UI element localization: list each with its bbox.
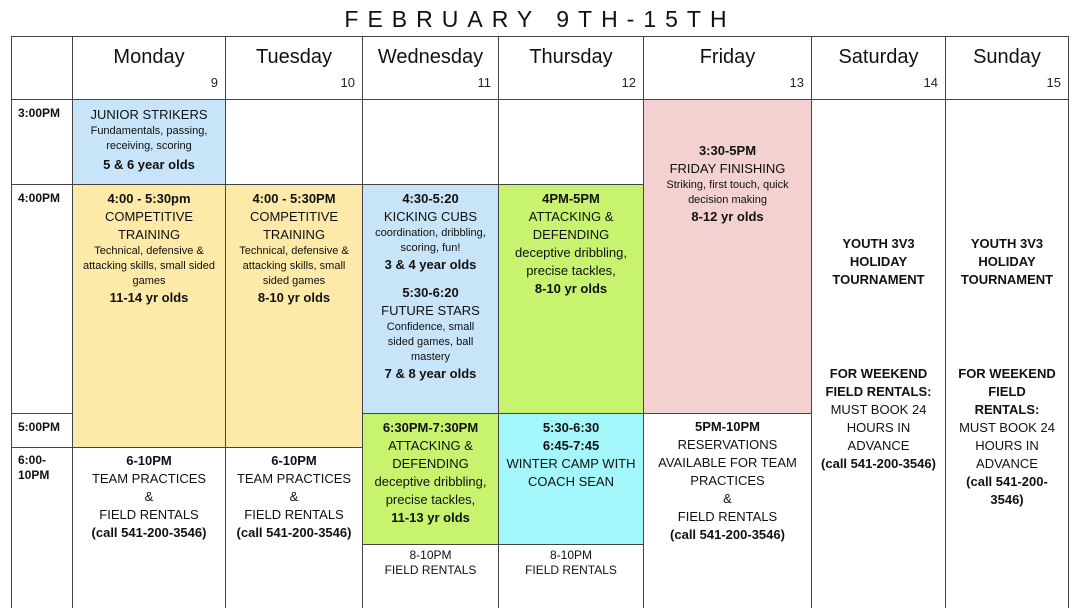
- event-phone: (call 541-200-3546): [670, 527, 785, 542]
- day-header-friday: [644, 37, 811, 99]
- event-title: FRIDAY FINISHING: [669, 161, 786, 176]
- event-ages: 8-10 yr olds: [534, 281, 608, 296]
- event-title: COMPETITIVE TRAINING: [104, 209, 194, 242]
- event-friday-finishing: [644, 100, 811, 413]
- grid-line: [11, 36, 1069, 37]
- event-tue-competitive: [226, 185, 362, 447]
- grid-line: [945, 36, 946, 608]
- grid-line: [11, 413, 73, 414]
- event-ages: 11-13 yr olds: [391, 510, 470, 525]
- grid-line: [1068, 36, 1069, 608]
- day-number: 10: [340, 75, 355, 90]
- event-title: YOUTH 3V3 HOLIDAY TOURNAMENT: [960, 236, 1054, 287]
- event-mon-team-practices: [73, 452, 225, 562]
- event-rent-head: FOR WEEKEND FIELD RENTALS:: [958, 366, 1056, 417]
- event-time: 4:00 - 5:30PM: [252, 191, 336, 206]
- grid-line: [72, 36, 73, 608]
- event-rent-body: MUST BOOK 24 HOURS IN ADVANCE: [830, 402, 927, 453]
- grid-line: [11, 447, 363, 448]
- day-header-monday: [73, 37, 225, 99]
- grid-line: [362, 36, 363, 608]
- grid-line: [11, 36, 12, 608]
- event-title: ATTACKING & DEFENDING: [388, 438, 473, 471]
- event-phone: (call 541-200-3546): [236, 525, 352, 540]
- event-title: KICKING CUBS: [383, 209, 478, 224]
- event-phone: (call 541-200-3546): [91, 525, 207, 540]
- event-title: ATTACKING & DEFENDING: [528, 209, 614, 242]
- event-phone: (call 541-200-3546): [966, 474, 1048, 507]
- event-junior-strikers: [73, 100, 225, 185]
- day-name: Friday: [699, 46, 756, 68]
- event-ages: 3 & 4 year olds: [384, 257, 477, 272]
- day-header-saturday: [812, 37, 945, 99]
- event-desc: Confidence, small sided games, ball mastery: [386, 321, 475, 363]
- event-desc: deceptive dribbling, precise tackles,: [374, 474, 487, 507]
- event-ages: 7 & 8 year olds: [384, 366, 477, 381]
- event-rent-body: MUST BOOK 24 HOURS IN ADVANCE: [959, 420, 1055, 471]
- day-header-tuesday: [226, 37, 362, 99]
- event-line: &: [723, 491, 732, 506]
- event-desc: Technical, defensive & attacking skills, small sided games: [82, 245, 216, 287]
- grid-line: [362, 413, 812, 414]
- event-ages: 11-14 yr olds: [109, 290, 189, 305]
- event-line: FIELD RENTALS: [99, 507, 199, 522]
- event-title: WINTER CAMP WITH COACH SEAN: [506, 456, 636, 489]
- event-rent-head: FOR WEEKEND FIELD RENTALS:: [825, 366, 932, 399]
- day-name: Sunday: [973, 46, 1041, 68]
- event-line: &: [289, 489, 299, 504]
- event-time: 8-10PM: [549, 548, 593, 562]
- grid-line: [811, 36, 812, 608]
- grid-line: [498, 36, 499, 608]
- event-title: FIELD RENTALS: [525, 563, 617, 577]
- event-line: &: [144, 489, 154, 504]
- event-phone: (call 541-200-3546): [821, 456, 936, 471]
- event-time: 5:30-6:30: [542, 420, 600, 435]
- event-time: 5:30-6:20: [402, 285, 459, 300]
- grid-line: [643, 36, 644, 608]
- event-title: FIELD RENTALS: [384, 563, 477, 577]
- day-number: 12: [621, 75, 636, 90]
- event-tue-team-practices: [226, 452, 362, 562]
- event-title: JUNIOR STRIKERS: [90, 107, 208, 122]
- grid-line: [11, 184, 643, 185]
- event-time: 3:30-5PM: [698, 143, 757, 158]
- time-label-6pm: 6:00- 10PM: [18, 453, 50, 482]
- day-name: Wednesday: [377, 46, 484, 68]
- day-number: 15: [1046, 75, 1061, 90]
- event-time: 4:30-5:20: [402, 191, 459, 206]
- event-time: 4PM-5PM: [542, 191, 600, 206]
- event-sat-tournament: [812, 235, 945, 295]
- event-line: TEAM PRACTICES: [91, 471, 207, 486]
- event-time: 6:30PM-7:30PM: [382, 420, 479, 435]
- event-title: COMPETITIVE TRAINING: [249, 209, 339, 242]
- event-thu-attacking: [499, 185, 643, 413]
- event-sat-rentals: [812, 365, 945, 485]
- day-number: 13: [789, 75, 804, 90]
- event-wed-rentals: [363, 548, 498, 598]
- event-ages: 5 & 6 year olds: [103, 157, 195, 172]
- grid-line: [362, 544, 644, 545]
- event-winter-camp: [499, 414, 643, 544]
- event-line: RESERVATIONS AVAILABLE FOR TEAM PRACTICES: [658, 437, 797, 488]
- event-mon-competitive: [73, 185, 225, 447]
- day-number: 9: [210, 75, 218, 90]
- event-desc: coordination, dribbling, scoring, fun!: [375, 227, 486, 254]
- event-line: FIELD RENTALS: [677, 509, 778, 524]
- day-name: Saturday: [838, 46, 919, 68]
- event-time: 6-10PM: [271, 453, 317, 468]
- event-sun-tournament: [946, 235, 1068, 295]
- day-name: Monday: [113, 46, 185, 68]
- event-wed-kids: [363, 185, 498, 413]
- event-title: YOUTH 3V3 HOLIDAY TOURNAMENT: [832, 236, 925, 287]
- event-time: 6-10PM: [126, 453, 172, 468]
- day-number: 11: [477, 75, 491, 90]
- day-header-thursday: [499, 37, 643, 99]
- event-time: 4:00 - 5:30pm: [107, 191, 191, 206]
- event-desc: Technical, defensive & attacking skills, small sided games: [239, 245, 349, 287]
- event-wed-attacking: [363, 414, 498, 544]
- event-desc: deceptive dribbling, precise tackles,: [514, 245, 628, 278]
- event-time: 6:45-7:45: [542, 438, 600, 453]
- time-label-4pm: 4:00PM: [18, 191, 61, 205]
- time-label-3pm: 3:00PM: [18, 106, 61, 120]
- event-ages: 8-10 yr olds: [257, 290, 331, 305]
- event-line: FIELD RENTALS: [244, 507, 344, 522]
- event-sun-rentals: [946, 365, 1068, 525]
- day-header-wednesday: [363, 37, 498, 99]
- day-number: 14: [923, 75, 938, 90]
- event-line: TEAM PRACTICES: [236, 471, 352, 486]
- event-ages: 8-12 yr olds: [691, 209, 764, 224]
- event-time: 8-10PM: [409, 548, 452, 562]
- day-name: Thursday: [529, 46, 613, 68]
- event-title: FUTURE STARS: [381, 303, 480, 318]
- event-thu-rentals: [499, 548, 643, 598]
- event-time: 5PM-10PM: [694, 419, 761, 434]
- grid-line: [11, 99, 1069, 100]
- grid-line: [225, 36, 226, 608]
- event-desc: Striking, first touch, quick decision making: [666, 179, 789, 206]
- event-fri-reservations: [644, 418, 811, 558]
- time-label-5pm: 5:00PM: [18, 420, 61, 434]
- day-name: Tuesday: [256, 46, 332, 68]
- day-header-sunday: [946, 37, 1068, 99]
- schedule-title: FEBRUARY 9TH-15TH: [344, 6, 736, 32]
- event-desc: Fundamentals, passing, receiving, scoring: [90, 125, 208, 152]
